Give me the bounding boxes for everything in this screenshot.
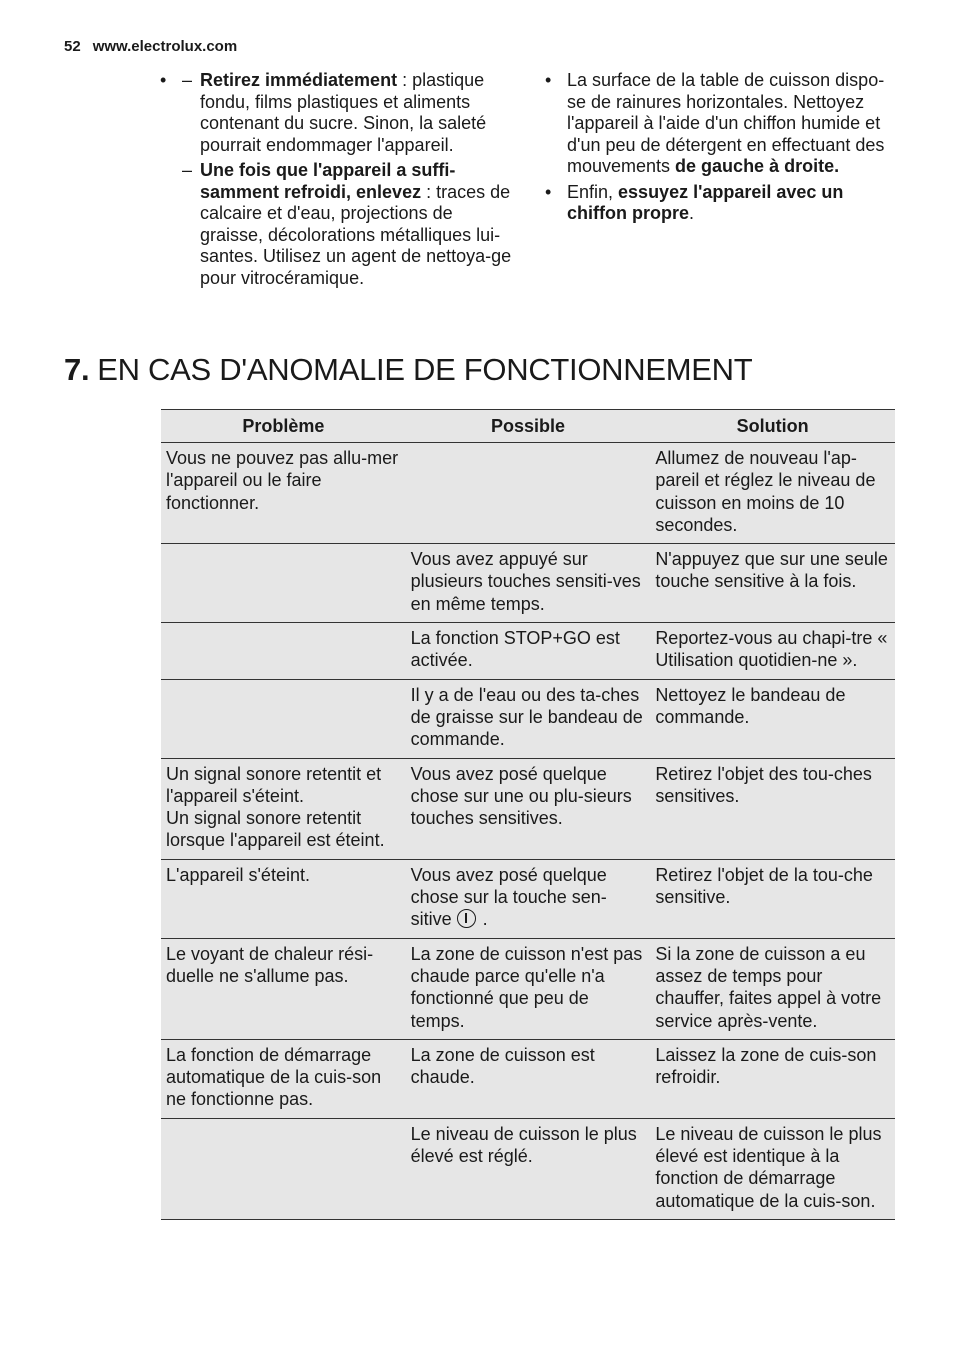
cell-solution: Retirez l'objet de la tou-che sensitive.	[650, 859, 895, 938]
cell-probleme	[161, 1118, 406, 1219]
cell-probleme	[161, 623, 406, 680]
table-row	[161, 623, 895, 680]
left-column	[160, 70, 520, 293]
table-row	[161, 1118, 895, 1219]
cell-probleme: La fonction de démarrage automatique de la cuis-son ne fonctionne pas.	[161, 1039, 406, 1118]
cell-possible	[406, 443, 651, 544]
page-number: 52	[64, 38, 81, 55]
header-possible: Possible	[406, 410, 651, 443]
item-text: Enfin,	[567, 181, 619, 202]
dash: –	[182, 70, 193, 90]
dash: –	[182, 160, 193, 180]
cell-solution: Retirez l'objet des tou-ches sensitives.	[650, 758, 895, 859]
header-solution: Solution	[650, 410, 895, 443]
cell-solution: Nettoyez le bandeau de commande.	[650, 679, 895, 758]
bullet-item	[545, 182, 900, 225]
website-url: www.electrolux.com	[92, 38, 238, 55]
cell-probleme	[161, 679, 406, 758]
bullet: •	[545, 181, 552, 202]
cell-solution: N'appuyez que sur une seule touche sensitive à la fois.	[650, 544, 895, 623]
dash-item	[182, 160, 520, 289]
cell-solution: Si la zone de cuisson a eu assez de temps pour chauffer, faites appel à votre service après-vente.	[650, 938, 895, 1039]
cell-probleme: Vous ne pouvez pas allu-mer l'appareil ou le faire fonctionner.	[161, 443, 406, 544]
cell-solution: Laissez la zone de cuis-son refroidir.	[650, 1039, 895, 1118]
cell-possible: La fonction STOP+GO est activée.	[406, 623, 651, 680]
table-row	[161, 938, 895, 1039]
cell-possible: La zone de cuisson n'est pas chaude parce qu'elle n'a fonctionné que peu de temps.	[406, 938, 651, 1039]
cell-solution: Reportez-vous au chapi-tre « Utilisation quotidien-ne ».	[650, 623, 895, 680]
table-row	[161, 679, 895, 758]
header-probleme: Problème	[161, 410, 406, 443]
cell-probleme: Le voyant de chaleur rési-duelle ne s'allume pas.	[161, 938, 406, 1039]
table-header-row	[161, 410, 895, 443]
section-title-text: EN CAS D'ANOMALIE DE FONCTIONNEMENT	[97, 352, 753, 387]
dash-item-bold: Retirez immédiatement	[200, 70, 398, 90]
dash-item-text: : traces de calcaire et d'eau, projections de graisse, décolorations métalliques lui-santes. Utilisez un agent de nettoya-ge pour vitrocéramique.	[200, 181, 512, 288]
cell-possible: La zone de cuisson est chaude.	[406, 1039, 651, 1118]
item-bold: de gauche à droite.	[675, 156, 840, 176]
cell-probleme	[161, 544, 406, 623]
cell-possible	[406, 859, 651, 938]
dash-item-text: : plastique fondu, films plastiques et aliments contenant du sucre. Sinon, la saleté pourrait endommager l'appareil.	[200, 70, 487, 155]
table-row	[161, 1039, 895, 1118]
right-column	[545, 70, 900, 229]
bullet-item	[545, 70, 900, 178]
table-row	[161, 443, 895, 544]
table-row	[161, 859, 895, 938]
troubleshooting-table	[161, 409, 895, 1220]
cell-probleme: L'appareil s'éteint.	[161, 859, 406, 938]
cell-solution: Allumez de nouveau l'ap-pareil et réglez le niveau de cuisson en moins de 10 secondes.	[650, 443, 895, 544]
cell-possible: Vous avez appuyé sur plusieurs touches sensiti-ves en même temps.	[406, 544, 651, 623]
section-title	[64, 350, 752, 390]
cell-possible-suffix: .	[477, 909, 488, 930]
cell-possible: Le niveau de cuisson le plus élevé est réglé.	[406, 1118, 651, 1219]
item-after: .	[689, 203, 695, 223]
bullet: •	[545, 70, 552, 90]
section-number: 7.	[64, 352, 90, 387]
table-row	[161, 758, 895, 859]
power-icon	[457, 909, 476, 928]
bullet-item	[160, 70, 520, 289]
cell-possible-text: Vous avez posé quelque chose sur la touche sen-sitive	[410, 864, 607, 930]
cell-solution: Le niveau de cuisson le plus élevé est identique à la fonction de démarrage automatique de la cuis-son.	[650, 1118, 895, 1219]
bullet: •	[160, 70, 167, 90]
cell-possible: Il y a de l'eau ou des ta-ches de graisse sur le bandeau de commande.	[406, 679, 651, 758]
item-text: La surface de la table de cuisson dispo-se de rainures horizontales. Nettoyez l'appareil à l'aide d'un chiffon humide et d'un peu de détergent en effectuant des mouvements	[567, 70, 885, 176]
table-row	[161, 544, 895, 623]
cell-probleme: Un signal sonore retentit et l'appareil s'éteint. Un signal sonore retentit lorsque l'appareil est éteint.	[161, 758, 406, 859]
page-header	[64, 38, 237, 55]
item-bold: essuyez l'appareil avec un chiffon propre	[567, 181, 844, 223]
cell-possible: Vous avez posé quelque chose sur une ou plu-sieurs touches sensitives.	[406, 758, 651, 859]
dash-item	[182, 70, 520, 156]
dash-item-bold: Une fois que l'appareil a suffi-samment refroidi, enlevez	[200, 160, 456, 202]
